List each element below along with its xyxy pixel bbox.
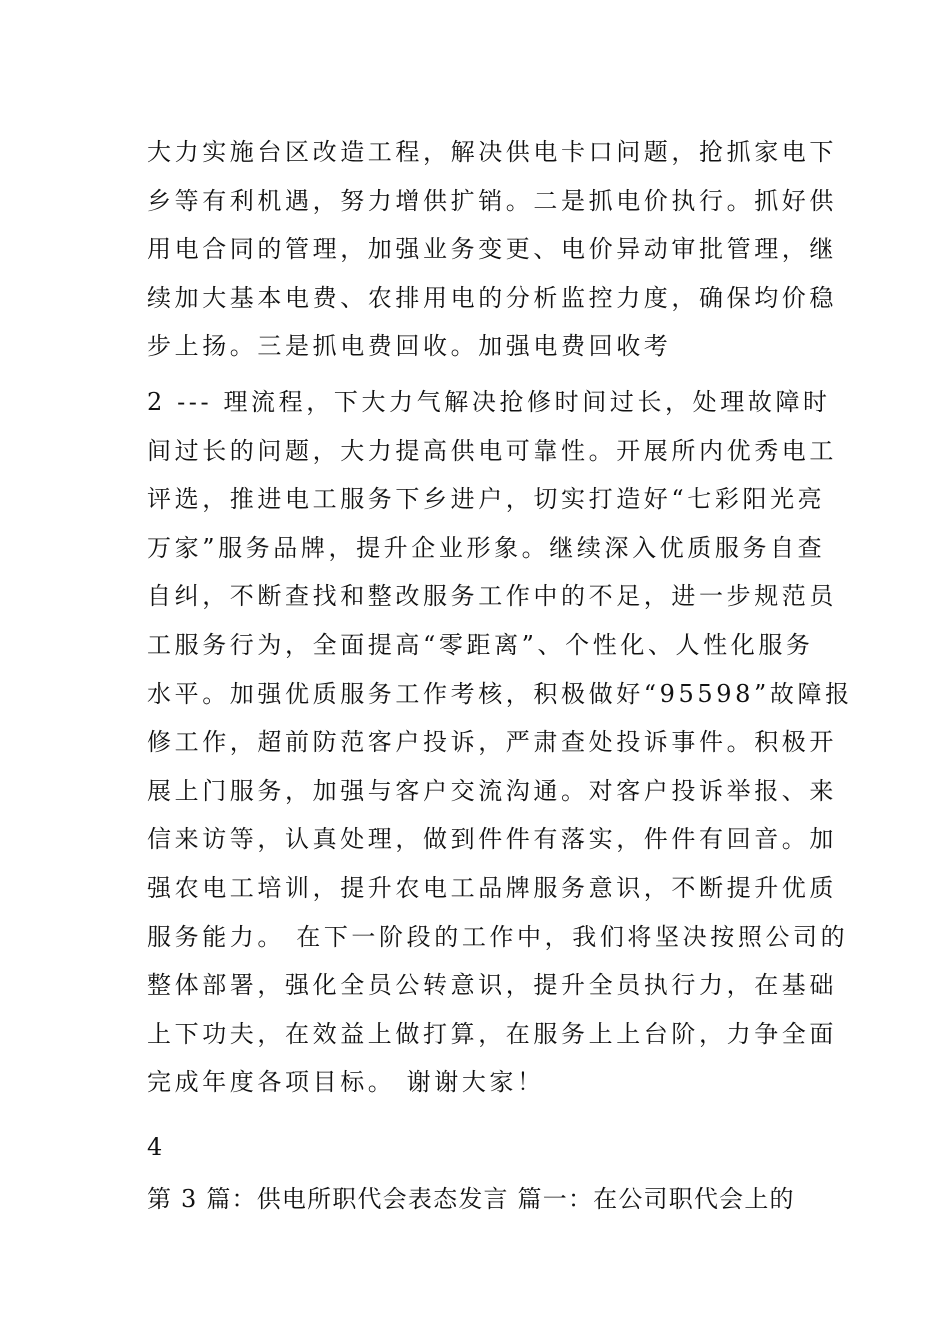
text-line: 续加大基本电费、农排用电的分析监控力度，确保均价稳 — [147, 283, 837, 312]
text-line: 2 --- 理流程，下大力气解决抢修时间过长，处理故障时 — [147, 388, 831, 416]
text-line: 上下功夫，在效益上做打算，在服务上上台阶，力争全面 — [147, 1019, 837, 1048]
text-line: 步上扬。三是抓电费回收。加强电费回收考 — [147, 332, 672, 361]
text-line: 工服务行为，全面提高“零距离”、个性化、人性化服务 — [147, 630, 814, 659]
text-line: 展上门服务，加强与客户交流沟通。对客户投诉举报、来 — [147, 776, 837, 805]
text-line: 完成年度各项目标。 谢谢大家！ — [147, 1068, 545, 1097]
text-line: 乡等有利机遇，努力增供扩销。二是抓电价执行。抓好供 — [147, 186, 837, 215]
text-line: 修工作，超前防范客户投诉，严肃查处投诉事件。积极开 — [147, 728, 837, 757]
text-line: 整体部署，强化全员公转意识，提升全员执行力，在基础 — [147, 971, 837, 1000]
text-line: 自纠，不断查找和整改服务工作中的不足，进一步规范员 — [147, 582, 837, 611]
text-line: 强农电工培训，提升农电工品牌服务意识，不断提升优质 — [147, 873, 837, 902]
paragraph-2 — [147, 378, 853, 1107]
text-line: 大力实施台区改造工程，解决供电卡口问题，抢抓家电下 — [147, 138, 837, 166]
text-line: 信来访等，认真处理，做到件件有落实，件件有回音。加 — [147, 825, 837, 854]
text-line: 服务能力。 在下一阶段的工作中，我们将坚决按照公司的 — [147, 922, 849, 951]
paragraph-1 — [147, 128, 837, 371]
text-line: 评选，推进电工服务下乡进户，切实打造好“七彩阳光亮 — [147, 485, 826, 514]
page-number: 4 — [147, 1133, 163, 1161]
text-line: 万家”服务品牌，提升企业形象。继续深入优质服务自查 — [147, 533, 826, 562]
text-line: 间过长的问题，大力提高供电可靠性。开展所内优秀电工 — [147, 436, 837, 465]
text-line: 水平。加强优质服务工作考核，积极做好“95598”故障报 — [147, 679, 853, 708]
text-line: 用电合同的管理，加强业务变更、电价异动审批管理，继 — [147, 235, 837, 264]
next-article-heading: 第 3 篇：供电所职代会表态发言 篇一：在公司职代会上的 — [147, 1185, 795, 1213]
